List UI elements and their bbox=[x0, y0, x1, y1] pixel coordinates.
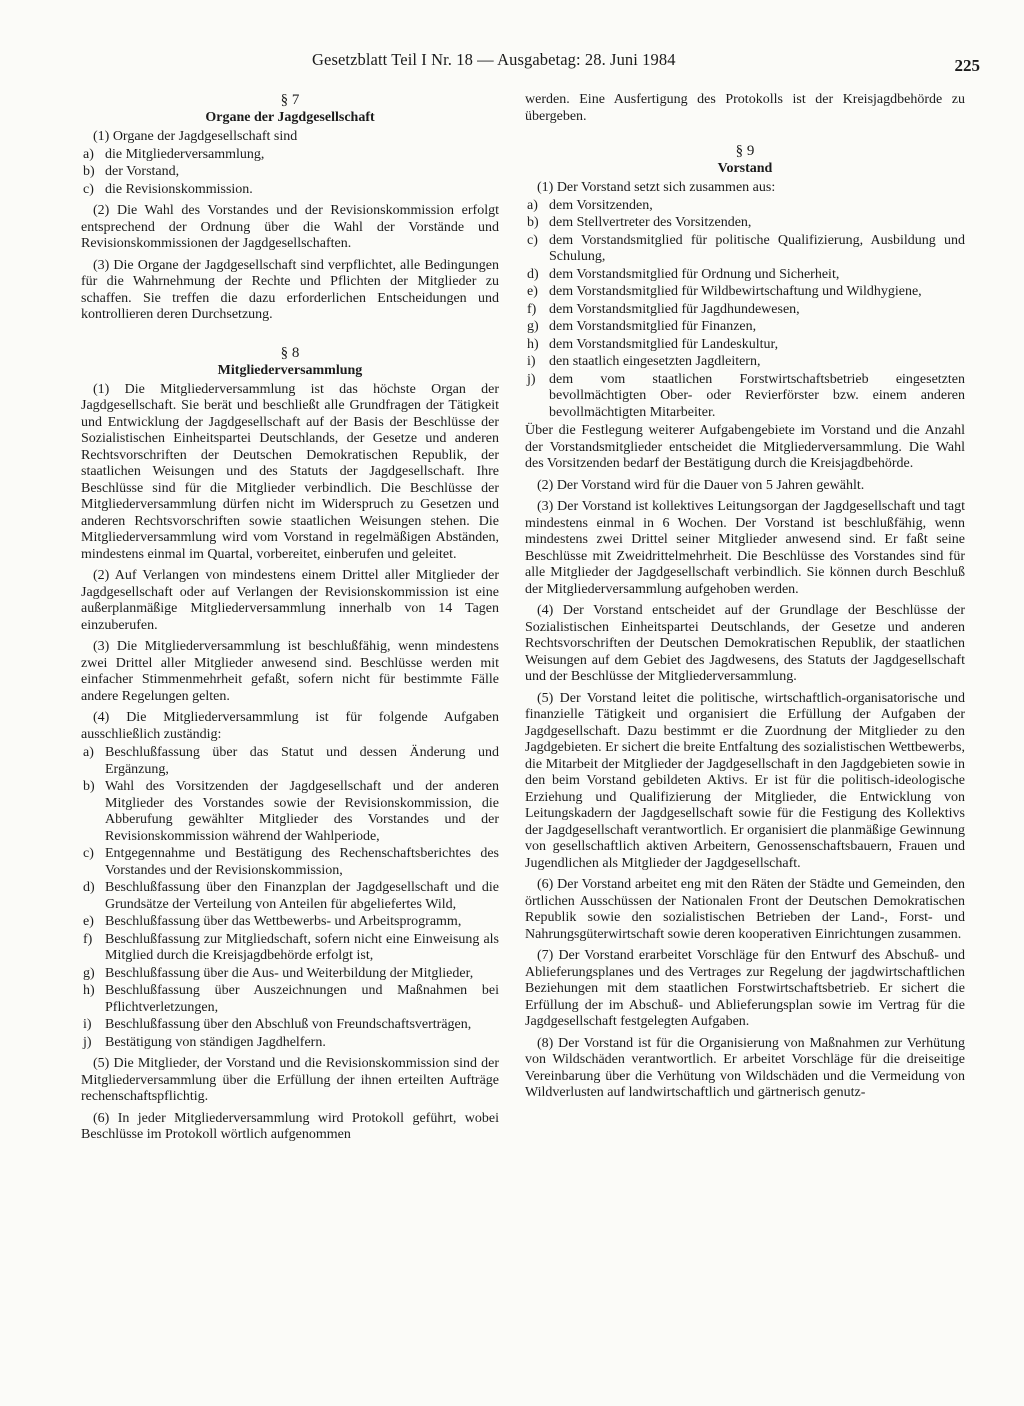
s9-board-members-list bbox=[525, 198, 965, 422]
s7-organs-list bbox=[81, 147, 499, 199]
list-item: c) die Revisionskommission. bbox=[83, 181, 253, 197]
s9-para-4: (4) Der Vorstand entscheidet auf der Grundlage der Beschlüsse der Sozialistischen Einheitspartei Deutschlands, der Gesetze und anderen Rechtsvorschriften der Deutschen Demokratischen Republik, der staatlichen Weisungen auf dem Gebiet des Jagdwesens, des Statuts der Jagdgesellschaft und der Beschlüsse der Mitgliederversammlung. bbox=[525, 603, 965, 684]
s8-para-6: (6) In jeder Mitgliederversammlung wird Protokoll geführt, wobei Beschlüsse im Protokoll wörtlich aufgenommen bbox=[81, 1110, 499, 1142]
page-number: 225 bbox=[954, 56, 980, 75]
s8-para-3: (3) Die Mitgliederversammlung ist beschlußfähig, wenn mindestens zwei Drittel aller Mitglieder anwesend sind. Beschlüsse werden mit einfacher Stimmenmehrheit gefaßt, sofern nicht für bestimmte Fälle andere Regelungen gelten. bbox=[81, 639, 499, 704]
section-9-number: § 9 bbox=[735, 143, 755, 159]
list-item: c) dem Vorstandsmitglied für politische Qualifizierung, Ausbildung und Schulung, bbox=[527, 232, 965, 264]
s8-para-6-continued: werden. Eine Ausfertigung des Protokolls ist der Kreisjagdbehörde zu übergeben. bbox=[525, 92, 965, 124]
list-item: h) dem Vorstandsmitglied für Landeskultur, bbox=[527, 336, 779, 352]
s8-para-1: (1) Die Mitgliederversammlung ist das höchste Organ der Jagdgesellschaft. Sie berät und beschließt alle Grundfragen der Tätigkeit und Entwicklung der Jagdgesellschaft auf der Basis der Beschlüsse der Sozialistischen Einheitspartei Deutschlands, der Gesetze und anderen Rechtsvorschriften der Deutschen Demokratischen Republik, der staatlichen Weisungen und des Statuts der Jagdgesellschaft. Ihre Beschlüsse sind für die Mitglieder verbindlich. Die Beschlüsse der Mitgliederversammlung dürfen nicht im Widerspruch zu Gesetzen und anderen Rechtsvorschriften sowie staatlichen Weisungen stehen. Die Mitgliederversammlung wird vom Vorstand in regelmäßigen Abständen, mindestens einmal im Quartal, vorbereitet, einberufen und geleitet. bbox=[81, 381, 499, 562]
list-item: e) Beschlußfassung über das Wettbewerbs- und Arbeitsprogramm, bbox=[83, 914, 462, 929]
list-item: b) dem Stellvertreter des Vorsitzenden, bbox=[527, 215, 752, 230]
list-item: f) Beschlußfassung zur Mitgliedschaft, sofern nicht eine Einweisung als Mitglied durch die Kreisjagdbehörde erfolgt ist, bbox=[83, 931, 499, 963]
section-9-title: Vorstand bbox=[717, 161, 773, 176]
list-item: g) dem Vorstandsmitglied für Finanzen, bbox=[527, 319, 757, 334]
gazette-title: Gesetzblatt Teil I Nr. 18 — Ausgabetag: 28. Juni 1984 bbox=[312, 50, 676, 69]
section-7-title: Organe der Jagdgesellschaft bbox=[205, 110, 375, 125]
left-column bbox=[81, 92, 499, 1149]
list-item: c) Entgegennahme und Bestätigung des Rechenschaftsberichtes des Vorstandes und der Revisionskommission, bbox=[83, 846, 499, 878]
s9-para-7: (7) Der Vorstand erarbeitet Vorschläge für den Entwurf des Abschuß- und Ablieferungsplanes und des Vertrages zur Regelung der jagdwirtschaftlichen Beziehungen mit dem staatlichen Forstwirtschaftsbetrieb. Er sichert die Erfüllung der im Abschuß- und Ablieferungsplan sowie im Vertrag für die Jagdgesellschaft festgelegten Aufgaben. bbox=[525, 948, 965, 1029]
s7-para-3: (3) Die Organe der Jagdgesellschaft sind verpflichtet, alle Bedingungen für die Wahrnehmung der Rechte und Pflichten der Mitglieder zu schaffen. Sie treffen die dazu erforderlichen Entscheidungen und kontrollieren deren Durchsetzung. bbox=[81, 257, 499, 322]
section-7-number: § 7 bbox=[280, 92, 300, 108]
section-8-title: Mitgliederversammlung bbox=[217, 362, 363, 378]
list-item: a) Beschlußfassung über das Statut und dessen Änderung und Ergänzung, bbox=[83, 745, 499, 777]
list-item: j) Bestätigung von ständigen Jagdhelfern. bbox=[83, 1034, 326, 1050]
right-column bbox=[525, 92, 965, 1107]
s9-para-3: (3) Der Vorstand ist kollektives Leitungsorgan der Jagdgesellschaft und tagt mindestens einmal in 6 Wochen. Der Vorstand ist beschlußfähig, wenn mindestens zwei Drittel seiner Mitglieder anwesend sind. Er faßt seine Beschlüsse mit Zweidrittelmehrheit. Die Beschlüsse des Vorstandes sind für alle Mitglieder der Jagdgesellschaft verbindlich. Sie können durch Beschluß der Mitgliederversammlung aufgehoben werden. bbox=[525, 499, 965, 597]
s7-para-1-intro: (1) Organe der Jagdgesellschaft sind bbox=[93, 129, 298, 144]
list-item: g) Beschlußfassung über die Aus- und Weiterbildung der Mitglieder, bbox=[83, 965, 474, 981]
page-header bbox=[270, 46, 980, 76]
list-item: f) dem Vorstandsmitglied für Jagdhundewesen, bbox=[527, 301, 800, 317]
s8-para-2: (2) Auf Verlangen von mindestens einem Drittel aller Mitglieder der Jagdgesellschaft oder auf Verlangen der Revisionskommission ist eine außerplanmäßige Mitgliederversammlung innerhalb von 14 Tagen einzuberufen. bbox=[81, 568, 499, 633]
list-item: a) die Mitgliederversammlung, bbox=[83, 146, 265, 162]
list-item: i) den staatlich eingesetzten Jagdleitern, bbox=[527, 354, 761, 369]
list-item: d) dem Vorstandsmitglied für Ordnung und Sicherheit, bbox=[527, 266, 840, 282]
list-item: b) der Vorstand, bbox=[83, 164, 180, 179]
s8-para-4-intro: (4) Die Mitgliederversammlung ist für folgende Aufgaben ausschließlich zuständig: bbox=[81, 710, 499, 742]
list-item: j) dem vom staatlichen Forstwirtschaftsbetrieb eingesetzten bevollmächtigten Ober- oder Revierförster bzw. einem anderen bevollmächtigten Mitarbeiter. bbox=[527, 371, 965, 420]
s9-para-1-after: Über die Festlegung weiterer Aufgabengebiete im Vorstand und die Anzahl der Vorstandsmitglieder entscheidet die Mitgliederversammlung. Die Wahl des Vorsitzenden bedarf der Bestätigung durch die Kreisjagdbehörde. bbox=[525, 423, 965, 471]
s8-tasks-list bbox=[81, 745, 499, 1051]
s9-para-5: (5) Der Vorstand leitet die politische, wirtschaftlich-organisatorische und finanzielle Tätigkeit und organisiert die Erfüllung der Aufgaben der Jagdgesellschaft. Dazu bestimmt er die Zuordnung der Mitglieder zu den Jagdgebieten. Er sichert die breite Entfaltung des sozialistischen Wettbewerbs, die Mitarbeit der Mitglieder der Jagdgesellschaft in den Jagdgebieten sowie in den beim Vorstand gebildeten Aktivs. Er ist für die politisch-ideologische Erziehung und Qualifizierung der Mitglieder, die Entwicklung von Leitungskadern der Jagdgesellschaft sowie für die Festigung des Kollektivs der Jagdgesellschaft verantwortlich. Er organisiert die planmäßige Gewinnung von gesellschaftlich aktiven Arbeitern, Genossenschaftsbauern, Frauen und Jugendlichen als Mitglieder der Jagdgesellschaft. bbox=[525, 690, 965, 871]
s7-para-2: (2) Die Wahl des Vorstandes und der Revisionskommission erfolgt entsprechend der Ordnung über die Wahl der Vorstände und Revisionskommissionen der Jagdgesellschaften. bbox=[81, 203, 499, 251]
list-item: a) dem Vorsitzenden, bbox=[527, 197, 653, 213]
section-8-number: § 8 bbox=[280, 344, 300, 361]
list-item: e) dem Vorstandsmitglied für Wildbewirtschaftung und Wildhygiene, bbox=[527, 284, 922, 299]
s9-para-8: (8) Der Vorstand ist für die Organisierung von Maßnahmen zur Verhütung von Wildschäden verantwortlich. Er arbeitet Vorschläge für die dreiseitige Vereinbarung über die Verhütung von Wildschäden und die Vermeidung von Wildverlusten auf landwirtschaftlich und gärtnerisch genutz- bbox=[525, 1035, 965, 1100]
s8-para-5: (5) Die Mitglieder, der Vorstand und die Revisionskommission sind der Mitgliederversammlung über die Erfüllung der ihnen erteilten Aufträge rechenschaftspflichtig. bbox=[81, 1056, 499, 1104]
list-item: d) Beschlußfassung über den Finanzplan der Jagdgesellschaft und die Grundsätze der Verteilung von Anteilen für abgeliefertes Wild, bbox=[83, 880, 499, 912]
s9-para-2: (2) Der Vorstand wird für die Dauer von 5 Jahren gewählt. bbox=[537, 477, 865, 493]
list-item: h) Beschlußfassung über Auszeichnungen und Maßnahmen bei Pflichtverletzungen, bbox=[83, 983, 499, 1015]
s9-para-6: (6) Der Vorstand arbeitet eng mit den Räten der Städte und Gemeinden, den örtlichen Ausschüssen der Nationalen Front der Deutschen Demokratischen Republik sowie den sozialistischen Betrieben der Land-, Forst- und Nahrungsgüterwirtschaft sowie deren kooperativen Einrichtungen zusammen. bbox=[525, 877, 965, 942]
list-item: b) Wahl des Vorsitzenden der Jagdgesellschaft und der anderen Mitglieder des Vorstandes sowie der Revisionskommission, die Abberufung gewählter Mitglieder des Vorstandes und der Revisionskommission während der Wahlperiode, bbox=[83, 779, 499, 844]
list-item: i) Beschlußfassung über den Abschluß von Freundschaftsverträgen, bbox=[83, 1017, 472, 1032]
s9-para-1-intro: (1) Der Vorstand setzt sich zusammen aus: bbox=[537, 180, 776, 195]
